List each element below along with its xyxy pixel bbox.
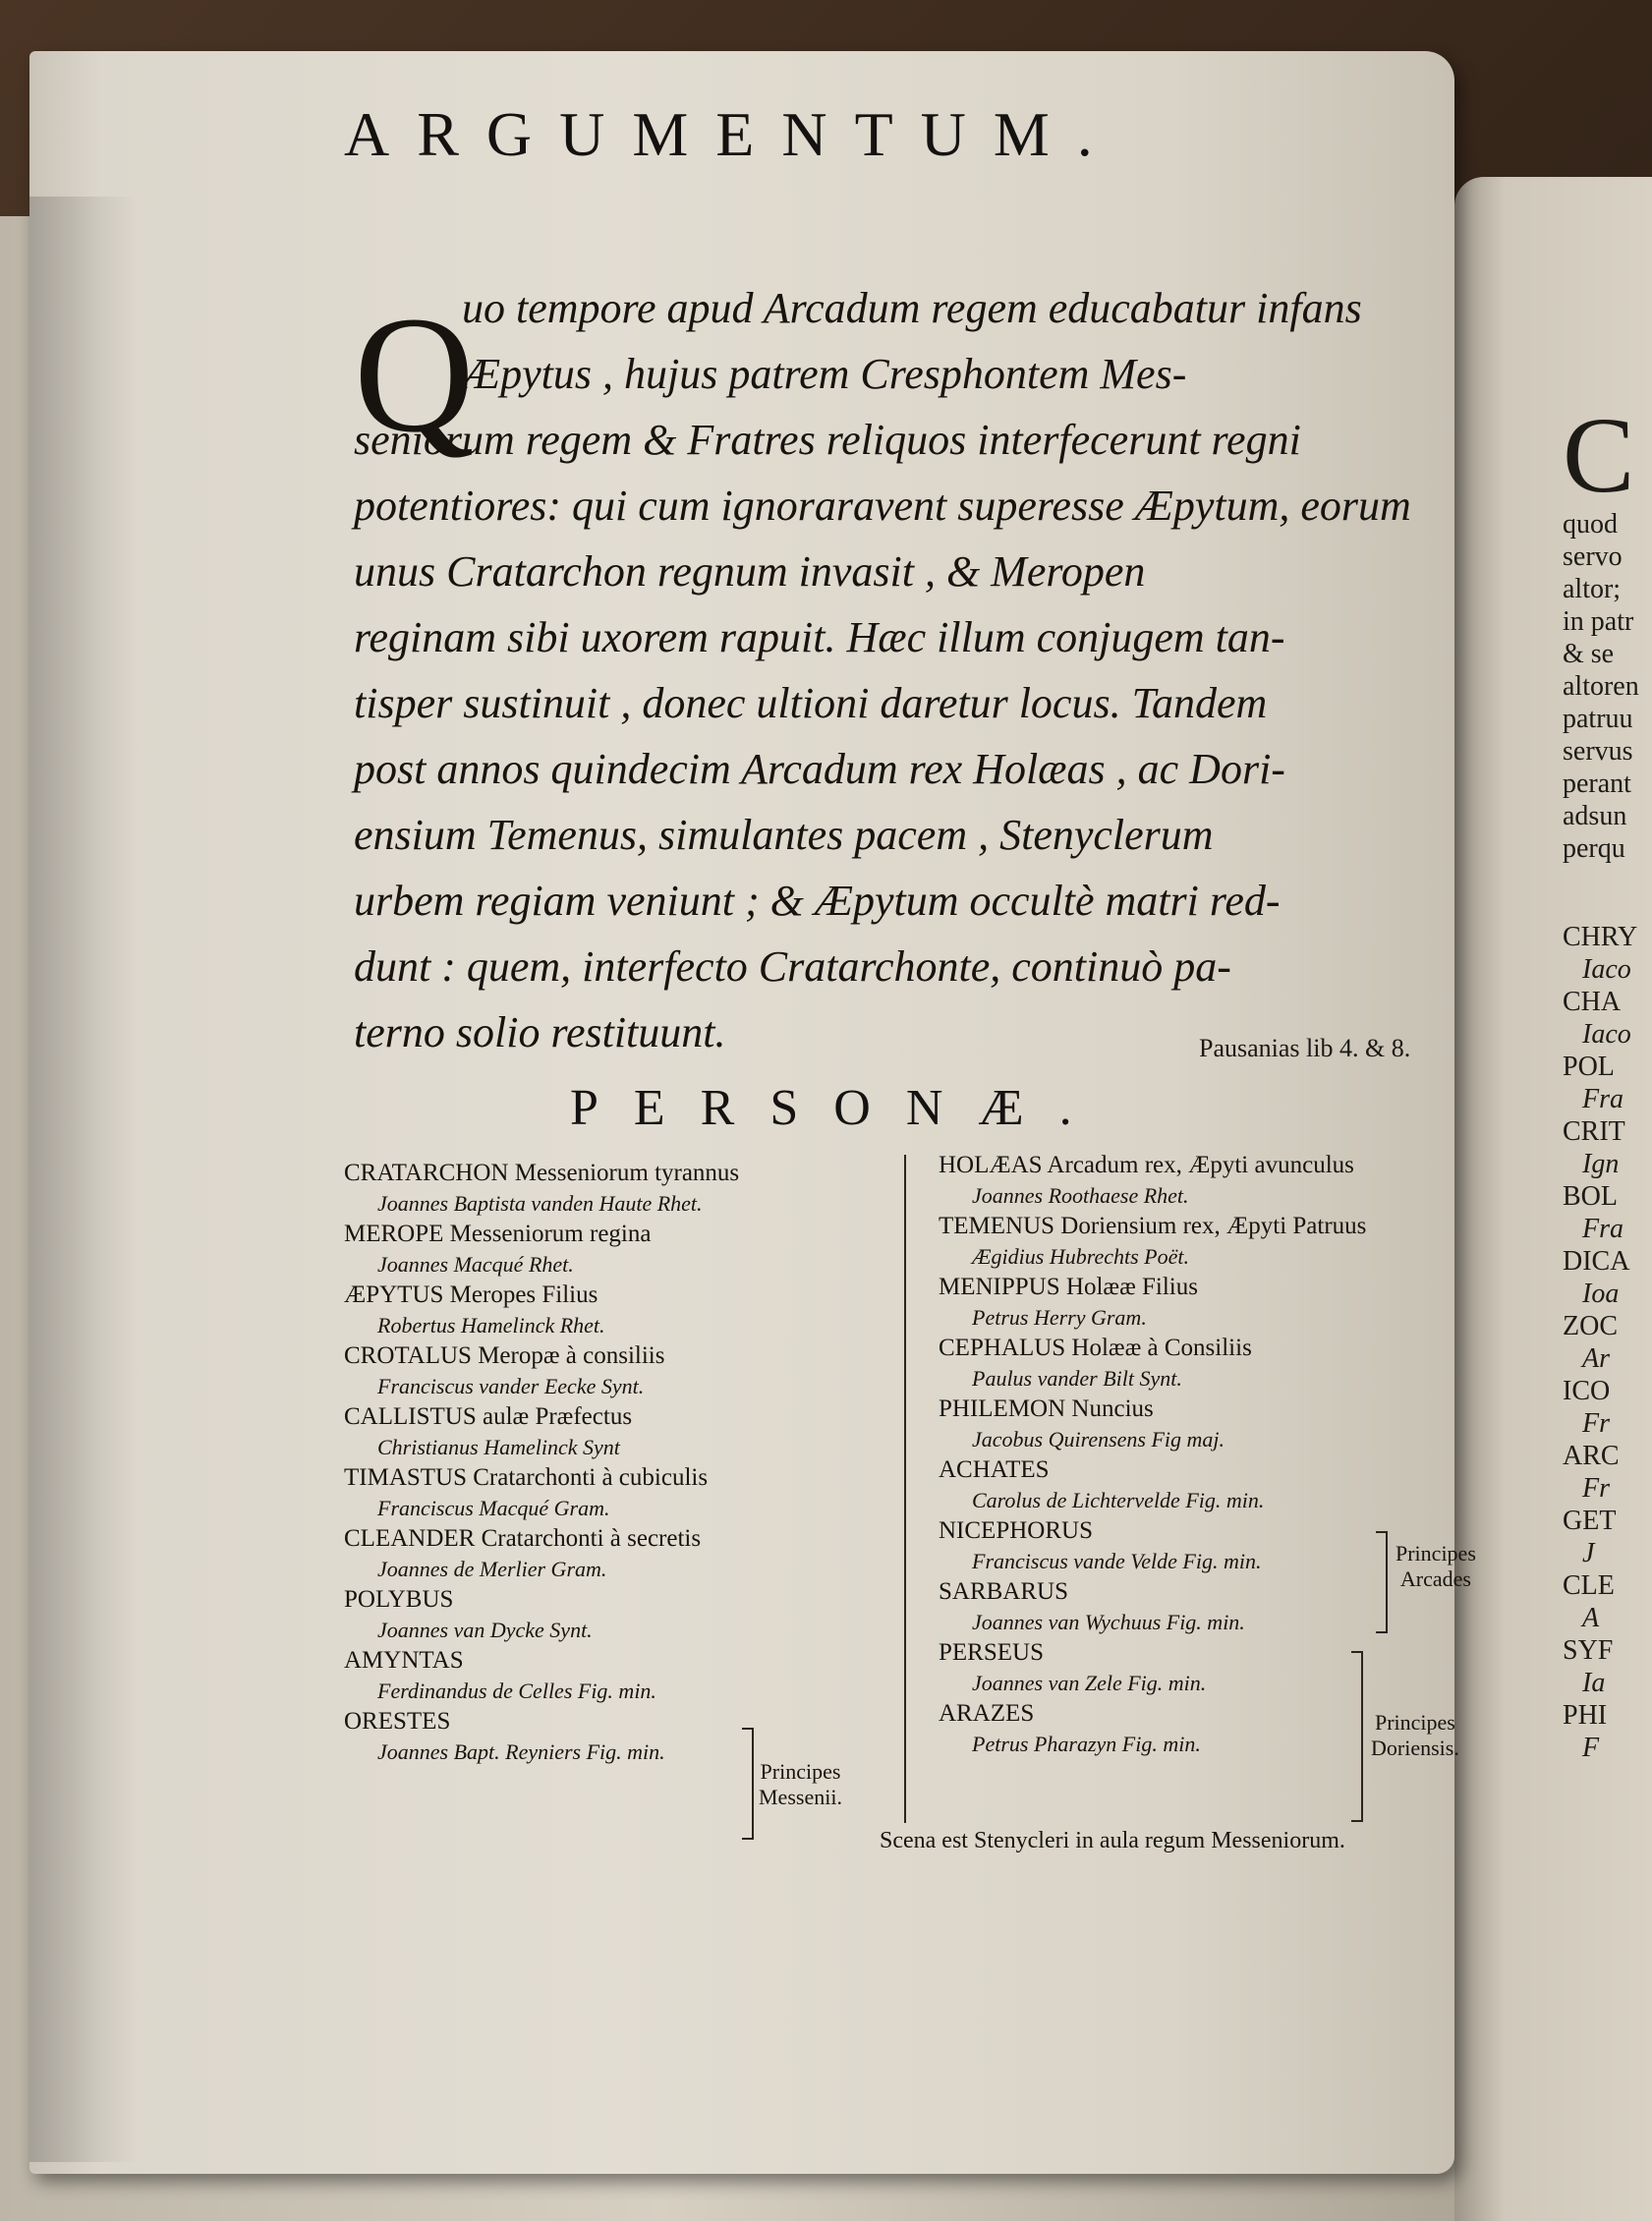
cast-role: TIMASTUS Cratarchonti à cubiculis — [344, 1464, 709, 1491]
cast-role: ÆPYTUS Meropes Filius — [344, 1281, 598, 1308]
cast-role: MENIPPUS Holææ Filius — [939, 1274, 1198, 1300]
cast-role: CEPHALUS Holææ à Consiliis — [939, 1335, 1252, 1361]
left-group-label-line: Principes — [760, 1759, 841, 1784]
facing-page — [1454, 177, 1652, 2221]
facing-page-line: in patr — [1563, 606, 1634, 637]
drop-cap: Q — [354, 282, 475, 467]
facing-page-role: ICO — [1563, 1376, 1611, 1406]
facing-page-actor: Ioa — [1582, 1279, 1620, 1309]
cast-role: CRATARCHON Messeniorum tyrannus — [344, 1160, 740, 1186]
facing-page-role: POL — [1563, 1052, 1615, 1082]
cast-actor: Joannes van Zele Fig. min. — [972, 1671, 1207, 1695]
cast-actor: Carolus de Lichtervelde Fig. min. — [972, 1488, 1265, 1512]
right-group-label-line: Principes — [1396, 1541, 1476, 1566]
facing-page-role: CLE — [1563, 1570, 1615, 1601]
argument-line: uo tempore apud Arcadum regem educabatur infans — [462, 284, 1362, 332]
cast-role: AMYNTAS — [344, 1647, 464, 1674]
left-group-label-line: Messenii. — [759, 1785, 842, 1809]
argument-line: Æpytus , hujus patrem Cresphontem Mes- — [462, 350, 1187, 398]
facing-page-actor: Ign — [1582, 1149, 1620, 1179]
personae-heading: PERSONÆ. — [570, 1080, 1108, 1136]
facing-page-actor: Ar — [1582, 1343, 1610, 1374]
cast-actor: Christianus Hamelinck Synt — [377, 1435, 620, 1459]
argument-line: terno solio restituunt. — [354, 1008, 726, 1056]
facing-page-line: servus — [1563, 736, 1633, 767]
cast-actor: Franciscus Macqué Gram. — [377, 1496, 610, 1520]
facing-page-actor: Fr — [1582, 1408, 1610, 1439]
cast-role: HOLÆAS Arcadum rex, Æpyti avunculus — [939, 1152, 1354, 1178]
argument-line: dunt : quem, interfecto Cratarchonte, continuò pa- — [354, 942, 1231, 991]
argument-text — [354, 275, 1464, 1065]
facing-page-actor: J — [1582, 1538, 1595, 1568]
right-group-label-2 — [1371, 1710, 1459, 1761]
cast-list-left — [344, 1158, 894, 1767]
facing-page-role: BOL — [1563, 1181, 1618, 1212]
source-citation: Pausanias lib 4. & 8. — [1199, 1034, 1411, 1062]
right-group-bracket-1 — [1376, 1531, 1388, 1633]
argument-line: seniorum regem & Fratres reliquos interfecerunt regni — [354, 416, 1301, 464]
argument-line: unus Cratarchon regnum invasit , & Meropen — [354, 547, 1146, 596]
page-gutter — [29, 197, 138, 2162]
cast-actor: Joannes Roothaese Rhet. — [972, 1183, 1189, 1208]
cast-actor: Franciscus vande Velde Fig. min. — [972, 1549, 1262, 1573]
cast-actor: Joannes de Merlier Gram. — [377, 1557, 607, 1581]
right-group-label-line: Arcades — [1399, 1566, 1471, 1591]
facing-page-role: CHA — [1563, 987, 1622, 1017]
cast-role: TEMENUS Doriensium rex, Æpyti Patruus — [939, 1213, 1367, 1239]
facing-page-line: altoren — [1563, 671, 1639, 702]
facing-page-role: CRIT — [1563, 1116, 1625, 1147]
facing-page-actor: Fr — [1582, 1473, 1610, 1504]
cast-actor: Petrus Herry Gram. — [972, 1305, 1147, 1330]
cast-role: ACHATES — [939, 1456, 1050, 1483]
facing-page-actor: Fra — [1582, 1084, 1624, 1114]
column-divider — [904, 1155, 906, 1823]
left-group-label — [759, 1759, 842, 1810]
cast-actor: Joannes van Dycke Synt. — [377, 1618, 593, 1642]
cast-role: CLEANDER Cratarchonti à secretis — [344, 1525, 702, 1552]
cast-role: SARBARUS — [939, 1578, 1068, 1605]
facing-page-role: DICA — [1563, 1246, 1630, 1277]
facing-drop-cap: C — [1563, 395, 1635, 515]
facing-page-line: & se — [1563, 639, 1615, 669]
cast-actor: Joannes Baptista vanden Haute Rhet. — [377, 1191, 703, 1216]
argument-line: post annos quindecim Arcadum rex Holæas , ac Dori- — [354, 745, 1285, 793]
facing-page-role: ZOC — [1563, 1311, 1618, 1341]
argument-line: ensium Temenus, simulantes pacem , Stenyclerum — [354, 811, 1214, 859]
cast-role: NICEPHORUS — [939, 1517, 1093, 1544]
right-group-bracket-2 — [1351, 1651, 1363, 1822]
facing-page-line: patruu — [1563, 704, 1633, 734]
facing-page-role: PHI — [1563, 1700, 1608, 1731]
cast-actor: Paulus vander Bilt Synt. — [972, 1366, 1182, 1391]
left-group-bracket — [742, 1728, 754, 1840]
cast-role: CALLISTUS aulæ Præfectus — [344, 1403, 633, 1430]
facing-page-role: GET — [1563, 1506, 1617, 1536]
facing-page-actor: Iaco — [1582, 1019, 1631, 1050]
cast-actor: Joannes van Wychuus Fig. min. — [972, 1610, 1245, 1634]
argument-line: tisper sustinuit , donec ultioni daretur locus. Tandem — [354, 679, 1268, 727]
cast-role: PERSEUS — [939, 1639, 1044, 1666]
cast-role: POLYBUS — [344, 1586, 454, 1613]
cast-actor: Ægidius Hubrechts Poët. — [972, 1244, 1189, 1269]
facing-page-actor: F — [1582, 1733, 1600, 1763]
cast-role: CROTALUS Meropæ à consiliis — [344, 1342, 665, 1369]
cast-actor: Jacobus Quirensens Fig maj. — [972, 1427, 1225, 1452]
cast-role: MEROPE Messeniorum regina — [344, 1221, 652, 1247]
scene-note: Scena est Stenycleri in aula regum Messeniorum. — [880, 1828, 1345, 1853]
right-group-label-1 — [1396, 1541, 1476, 1592]
page-heading: ARGUMENTUM. — [344, 99, 1120, 169]
argument-line: potentiores: qui cum ignoraravent superesse Æpytum, eorum — [354, 482, 1411, 530]
cast-actor: Robertus Hamelinck Rhet. — [377, 1313, 605, 1338]
facing-page-line: quod — [1563, 509, 1618, 540]
cast-actor: Franciscus vander Eecke Synt. — [377, 1374, 645, 1398]
facing-page-line: perant — [1563, 769, 1631, 799]
cast-actor: Ferdinandus de Celles Fig. min. — [377, 1679, 656, 1703]
cast-role: ORESTES — [344, 1708, 451, 1735]
facing-page-role: ARC — [1563, 1441, 1620, 1471]
facing-page-actor: Fra — [1582, 1214, 1624, 1244]
facing-page-actor: Ia — [1582, 1668, 1606, 1698]
argument-line: urbem regiam veniunt ; & Æpytum occultè matri red- — [354, 877, 1281, 925]
facing-page-role: CHRY — [1563, 922, 1638, 952]
facing-page-line: perqu — [1563, 833, 1625, 864]
facing-page-line: altor; — [1563, 574, 1622, 604]
facing-page-role: SYF — [1563, 1635, 1614, 1666]
cast-actor: Petrus Pharazyn Fig. min. — [972, 1732, 1201, 1756]
facing-page-actor: Iaco — [1582, 954, 1631, 985]
facing-page-line: servo — [1563, 541, 1623, 572]
cast-role: ARAZES — [939, 1700, 1035, 1727]
facing-page-line: adsun — [1563, 801, 1627, 831]
argument-line: reginam sibi uxorem rapuit. Hæc illum conjugem tan- — [354, 613, 1285, 661]
right-group-label-line: Doriensis. — [1371, 1736, 1459, 1760]
cast-actor: Joannes Bapt. Reyniers Fig. min. — [377, 1739, 665, 1764]
facing-page-actor: A — [1582, 1603, 1600, 1633]
right-group-label-line: Principes — [1374, 1710, 1455, 1735]
cast-actor: Joannes Macqué Rhet. — [377, 1252, 574, 1277]
cast-role: PHILEMON Nuncius — [939, 1395, 1154, 1422]
